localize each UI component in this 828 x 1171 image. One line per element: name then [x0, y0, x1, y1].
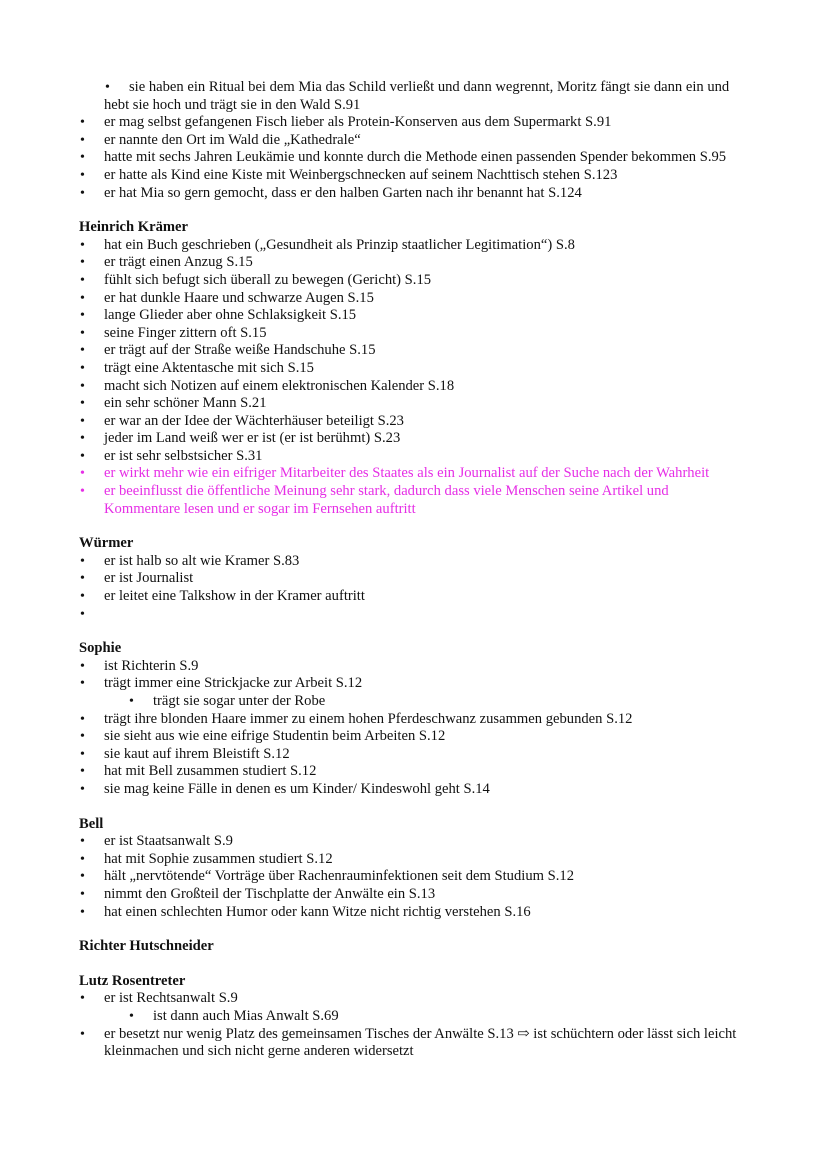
list-item: • er ist Journalist [79, 570, 743, 588]
intro-list [79, 79, 743, 202]
list-item: • fühlt sich befugt sich überall zu bewegen (Gericht) S.15 [79, 272, 743, 290]
highlighted-list-item: • er beeinflusst die öffentliche Meinung sehr stark, dadurch dass viele Menschen seine Artikel und Kommentare lesen und er sogar im Fernsehen auftritt [79, 483, 743, 518]
list-item: • lange Glieder aber ohne Schlaksigkeit S.15 [79, 307, 743, 325]
section-list-bell [79, 833, 743, 921]
intro-item-0 [79, 79, 743, 114]
intro-item-2: • er nannte den Ort im Wald die „Kathedrale“ [79, 132, 743, 150]
list-item: • hat mit Bell zusammen studiert S.12 [79, 763, 743, 781]
empty-list-item [79, 606, 743, 624]
list-item: • er besetzt nur wenig Platz des gemeinsamen Tisches der Anwälte S.13 ⇨ ist schüchtern oder lässt sich leicht kleinmachen und sich nicht gerne anderen widersetzt [79, 1026, 743, 1061]
intro-item-4: • er hatte als Kind eine Kiste mit Weinbergschnecken auf seinem Nachttisch stehen S.123 [79, 167, 743, 185]
list-item: • sie kaut auf ihrem Bleistift S.12 [79, 746, 743, 764]
list-item: • ein sehr schöner Mann S.21 [79, 395, 743, 413]
section-title-kraemer: Heinrich Krämer [79, 219, 189, 236]
list-item: • ist Richterin S.9 [79, 658, 743, 676]
list-item: • trägt ihre blonden Haare immer zu einem hohen Pferdeschwanz zusammen gebunden S.12 [79, 711, 743, 729]
list-item: • hat mit Sophie zusammen studiert S.12 [79, 851, 743, 869]
list-item: • er ist Staatsanwalt S.9 [79, 833, 743, 851]
list-item: • trägt immer eine Strickjacke zur Arbeit S.12 [79, 675, 743, 693]
intro-item-1: • er mag selbst gefangenen Fisch lieber als Protein-Konserven aus dem Supermarkt S.91 [79, 114, 743, 132]
highlighted-list-item: • er wirkt mehr wie ein eifriger Mitarbeiter des Staates als ein Journalist auf der Suche nach der Wahrheit [79, 465, 743, 483]
section-list-rosentreter [79, 990, 743, 1060]
list-item: • er war an der Idee der Wächterhäuser beteiligt S.23 [79, 413, 743, 431]
list-item: • er ist halb so alt wie Kramer S.83 [79, 553, 743, 571]
list-item: • hat ein Buch geschrieben („Gesundheit als Prinzip staatlicher Legitimation“) S.8 [79, 237, 743, 255]
list-item: • sie mag keine Fälle in denen es um Kinder/ Kindeswohl geht S.14 [79, 781, 743, 799]
intro-item-5: • er hat Mia so gern gemocht, dass er den halben Garten nach ihr benannt hat S.124 [79, 185, 743, 203]
list-item: • hat einen schlechten Humor oder kann Witze nicht richtig verstehen S.16 [79, 904, 743, 922]
section-title-rosentreter: Lutz Rosentreter [79, 972, 186, 989]
list-item: • er hat dunkle Haare und schwarze Augen S.15 [79, 290, 743, 308]
list-item: • er trägt auf der Straße weiße Handschuhe S.15 [79, 342, 743, 360]
list-item: • macht sich Notizen auf einem elektronischen Kalender S.18 [79, 378, 743, 396]
section-list-sophie [79, 658, 743, 799]
list-item: • jeder im Land weiß wer er ist (er ist berühmt) S.23 [79, 430, 743, 448]
section-list-wuermer [79, 553, 743, 623]
list-item: • nimmt den Großteil der Tischplatte der Anwälte ein S.13 [79, 886, 743, 904]
intro-item-0-text: • sie haben ein Ritual bei dem Mia das Schild verließt und dann wegrennt, Moritz fängt sie dann ein und hebt sie hoch und trägt sie in den Wald S.91 [104, 79, 730, 113]
sub-list-item: • trägt sie sogar unter der Robe [79, 693, 743, 711]
section-title-bell: Bell [79, 815, 104, 832]
list-item: • er leitet eine Talkshow in der Kramer auftritt [79, 588, 743, 606]
intro-item-3: • hatte mit sechs Jahren Leukämie und konnte durch die Methode einen passenden Spender bekommen S.95 [79, 149, 743, 167]
section-title-wuermer: Würmer [79, 535, 134, 552]
document-page [79, 79, 743, 1061]
section-title-hutschneider: Richter Hutschneider [79, 938, 214, 955]
list-item: • er ist sehr selbstsicher S.31 [79, 448, 743, 466]
section-title-sophie: Sophie [79, 640, 122, 657]
list-item: • hält „nervtötende“ Vorträge über Rachenrauminfektionen seit dem Studium S.12 [79, 868, 743, 886]
list-item: • trägt eine Aktentasche mit sich S.15 [79, 360, 743, 378]
list-item: • seine Finger zittern oft S.15 [79, 325, 743, 343]
list-item: • sie sieht aus wie eine eifrige Studentin beim Arbeiten S.12 [79, 728, 743, 746]
list-item: • er trägt einen Anzug S.15 [79, 254, 743, 272]
sub-list-item: • ist dann auch Mias Anwalt S.69 [79, 1008, 743, 1026]
section-list-kraemer [79, 237, 743, 519]
list-item: • er ist Rechtsanwalt S.9 [79, 990, 743, 1008]
